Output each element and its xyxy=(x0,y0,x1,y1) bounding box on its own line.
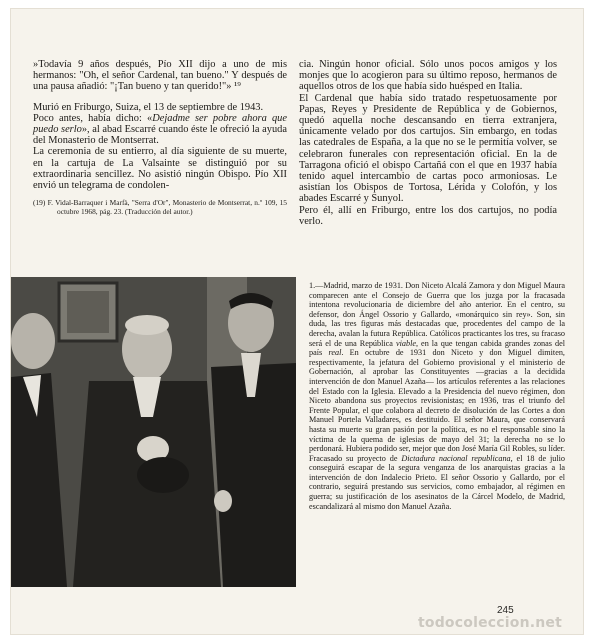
paragraph-death: Murió en Friburgo, Suiza, el 13 de septiembre de 1943. xyxy=(33,101,264,113)
paragraph-escarre: Poco antes, había dicho: «Dejadme ser pobre ahora que puedo serlo», al abad Escarré cuando éste le ofreció la ayuda del Monasterio de Montserrat. xyxy=(33,112,287,147)
historical-photo xyxy=(11,277,296,587)
right-text-column xyxy=(299,59,557,227)
watermark: todocoleccion.net xyxy=(418,615,563,631)
footnote: (19) F. Vidal-Barraquer i Marfà, "Serra d'Or", Monasterio de Montserrat, n.º 109, 15 octubre 1968, pág. 23. (Traducción del autor.) xyxy=(33,198,287,216)
paragraph-cardinal: El Cardenal que había sido tratado respetuosamente por Papas, Reyes y Presidente de República y de Gobiernos, quedó aquella noche descansando en tierra extranjera, únicamente velado por dos cartujos. Sin embargo, en todas las catedrales de España, a la que no se le permitía volver, se celebraron funerales con representación oficial. En la de Tarragona ofició el obispo Cartañá con el que en 1937 había tenido aquel intercambio de cartas poco armoniosas. Le asistían los Obispos de Tortosa, Lérida y Colofón, y los abades Escarré y Sunyol. xyxy=(299,92,557,205)
paragraph-honor: cia. Ningún honor oficial. Sólo unos pocos amigos y los monjes que lo acogieron para su último reposo, hermanos de aquellos otros de los que había sido huésped en Italia. xyxy=(299,59,557,93)
caption-italic-real: real xyxy=(328,348,342,358)
paragraph-quote: »Todavía 9 años después, Pío XII dijo a uno de mis hermanos: "Oh, el señor Cardenal, tan bueno." Y después de una pausa añadió: "¡Tan bueno y tan querido!"» ¹⁹ xyxy=(33,59,287,93)
paragraph-closing: Pero él, allí en Friburgo, entre los dos cartujos, no podía verlo. xyxy=(299,204,557,227)
italic-quote: Dejadme ser pobre ahora que puedo serlo xyxy=(33,112,287,136)
left-text-column xyxy=(33,59,287,216)
book-page xyxy=(10,8,584,635)
caption-italic-viable: viable xyxy=(395,338,416,348)
page-number: 245 xyxy=(497,605,514,616)
photo-caption: 1.—Madrid, marzo de 1931. Don Niceto Alcalá Zamora y don Miguel Maura comparecen ante el Consejo de Guerra que los juzga por la fracasada intentona revolucionaria de diciembre del año anterior. En el centro, su defensor, don Ángel Ossorio y Gallardo, «monárquico sin rey». Son, sin duda, las tres figuras más destacadas que, procedentes del campo de la derecha, avalan la futura República. Católicos practicantes los tres, su fracaso será el de una República viable, en la que tengan cabida grandes zonas del país real. En octubre de 1931 don Niceto y don Miguel dimiten, respectivamente, la jefatura del Gobierno provisional y el ministerio de Gobernación, al aprobar las Constituyentes —gracias a la decidida intervención de don Manuel Azaña— los artículos referentes a las relaciones del Estado con la Iglesia. Elevado a la Presidencia del nuevo régimen, don Niceto abandona sus proyectos revisionistas; en 1936, tras el triunfo del Frente Popular, el que colabora al decreto de disolución de las Cortes a don Manuel Portela Valladares, es destituido. El señor Maura, que conservará hasta su muerte su gran pasión por la política, es no el responsable sino la víctima de la quema de iglesias de mayo del 31; la derecha no se lo perdonará. Hubiera podido ser, mejor que don José María Gil Robles, su líder. Fracasado su proyecto de Dictadura nacional republicana, el 18 de julio conseguirá escapar de la segura venganza de los anarquistas gracias a la intervención de don Indalecio Prieto. El señor Ossorio y Gallardo, por el contrario, seguirá prestando sus servicios, como embajador, al régimen en guerra; su justificación de los asesinatos de la Cárcel Modelo, de Madrid, escandalizará al mismo don Manuel Azaña. xyxy=(309,281,565,511)
caption-italic-dictadura: Dictadura nacional republicana xyxy=(401,453,511,463)
paragraph-funeral: La ceremonia de su entierro, al día siguiente de su muerte, en la cartuja de La Valsainte se distinguió por su extraordinaria sencillez. No asistió ningún Obispo. Pío XII envió un telegrama de condolen- xyxy=(33,146,287,192)
